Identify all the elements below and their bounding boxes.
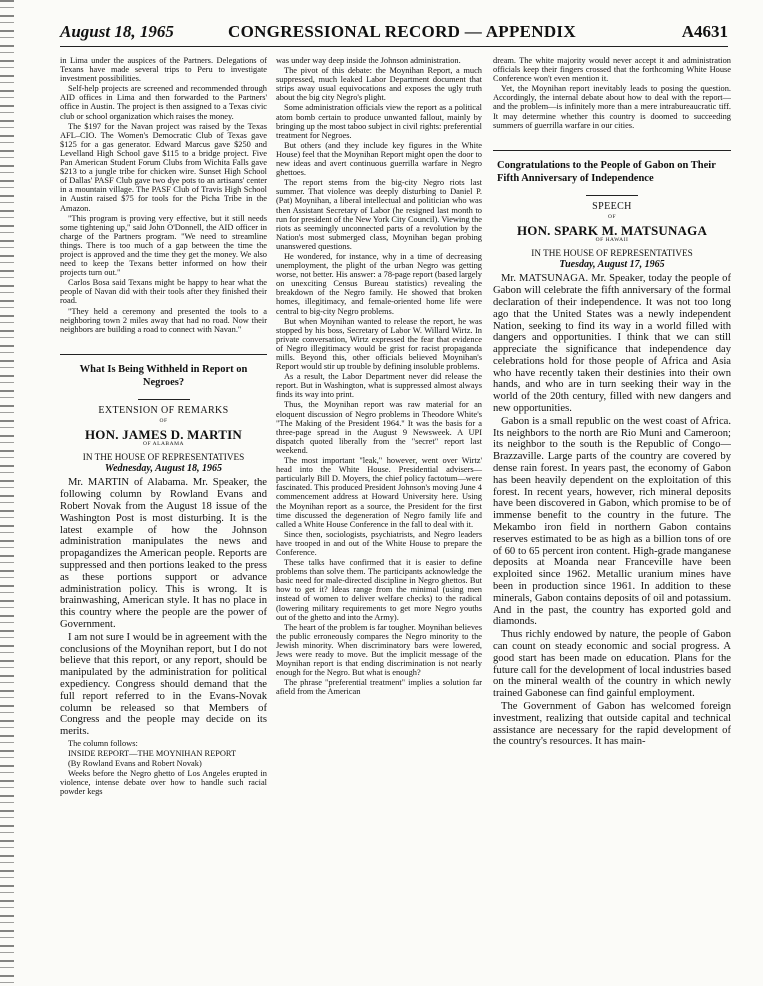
paragraph: Self-help projects are screened and recommended through AID offices in Lima and then forwarded to the Partners' office in Austin. The project is then assigned to a Texas civic club or school organization which raises the money. (60, 84, 267, 121)
byline: (By Rowland Evans and Robert Novak) (68, 759, 202, 769)
column-1 (60, 56, 267, 976)
paragraph: The $197 for the Navan project was raised by the Texas AFL–CIO. The Women's Democratic Club of Texas gave $125 for a gas generator. Edward Marcus gave $250 and Levelland High School gave $115 to a bridge project. Five Pan American Student Forum Clubs from Wichita Falls gave $213 to a jungle tribe for chicken wire. Sunset High School of Dallas' PASF Club gave two dye pots to an artisans' center in a mountain village. The PASF Club of Travis High School in Austin raised $75 for tools for the Picha Tribe in the Amazon. (60, 121, 267, 213)
speech-date: Tuesday, August 17, 1965 (559, 259, 665, 271)
article-divider (60, 354, 267, 355)
paragraph: dream. The white majority would never accept it and administration officials keep their fingers crossed that the forthcoming White House Conference won't even mention it. (493, 56, 731, 84)
paragraph: The phrase "preferential treatment" implies a solution far afield from the American (276, 678, 482, 697)
paragraph: Gabon is a small republic on the west coast of Africa. Its neighbors to the north are Rio Muni and Cameroon; its neighbor to the south is the Republic of Congo—Brazzaville. Large parts of the country are covered by dense rain forest. In years past, the economy of Gabon has been heavily dependent on the exploitation of this forest. In recent years, however, rich mineral deposits have been discovered in Gabon, which promise to be of immense benefit to the country in the future. The Mekambo iron field in northern Gabon contains reserves estimated to be as high as a billion tons of ore of 60 to 65 percent iron content. High-grade manganese deposits at Moanda near Franceville have been exploited since 1962. Metallic uranium mines have been in production since 1961. In addition to these minerals, Gabon contains deposits of oil and potassium. And in the past, the country has exported gold and diamonds. (493, 415, 731, 628)
paragraph: "They held a ceremony and presented the tools to a neighboring town 2 miles away that had no road. Now their neighbors are building a road to connect with Navan." (60, 306, 267, 334)
of-label: OF (159, 417, 168, 424)
section-label: EXTENSION OF REMARKS (98, 404, 229, 416)
paragraph: Thus, the Moynihan report was raw material for an eloquent discussion of Negro problems in Theodore White's "The Making of the President 1964." It was the basis for a three-page spread in the August 9 Newsweek. A UPI dispatch quoted liberally from the "secret" report last weekend. (276, 400, 482, 455)
paragraph: Mr. MARTIN of Alabama. Mr. Speaker, the following column by Rowland Evans and Robert Novak from the August 18 issue of the Washington Post is most disturbing. It is the latest example of how the Johnson administration manipulates the news and propagandizes the American people. Reports are suppressed and then portions leaked to the press as these portions support or advance administration policy. This is wrong. It is brainwashing, American style. It has no place in this country where the people are the power of Government. (60, 477, 267, 630)
title-rule (138, 399, 190, 400)
paragraph: These talks have confirmed that it is easier to define problems than solve them. The participants acknowledge the basic need for male-directed discipline in Negro ghettos. But how to get it? Ideas range from the minimal (using men instead of women to deliver welfare checks) to the radical (lowering military requirements to get more Negro youths out of the ghetto and into the Army). (276, 558, 482, 622)
header-page-number: A4631 (681, 22, 728, 41)
paragraph: Yet, the Moynihan report inevitably leads to posing the question. Accordingly, the internal debate about how to deal with the report—and the problem—is infinitely more than a mere intrabureaucratic tiff. It may determine whether this country is doomed to succeeding summers of guerrilla warfare in our cities. (493, 84, 731, 130)
header-title: CONGRESSIONAL RECORD — APPENDIX (228, 22, 576, 41)
paragraph: The heart of the problem is far tougher. Moynihan believes the public erroneously compares the Negro minority to the Jewish minority. When discriminatory bars were lowered, Jews were ready to move. But the implicit message of the Moynihan report is that ending discrimination is not nearly enough for the Negro. But what is enough? (276, 622, 482, 678)
article-divider (493, 150, 731, 151)
of-label: OF (607, 213, 617, 220)
paragraph: I am not sure I would be in agreement with the conclusions of the Moynihan report, but I do not believe that this report, or any report, should be manipulated by the administration for political expediency. Congress should demand that the full report referred to in the Evans-Novak column be released so that Members of Congress and the people may decide on its merits. (60, 631, 267, 738)
paragraph: But others (and they include key figures in the White House) feel that the Moynihan Report might open the door to new ideas and avert continuous guerrilla warfare in Negro ghettoes. (276, 140, 482, 178)
paragraph: Thus richly endowed by nature, the people of Gabon can count on steady economic and social progress. A good start has been made on education. Plans for the future call for the development of local industries based on the mineral wealth of the country in which newly trained Gabonese can find gainful employment. (493, 629, 731, 700)
paragraph: Mr. MATSUNAGA. Mr. Speaker, today the people of Gabon will celebrate the fifth anniversary of the formal declaration of their independence. It was not too long ago that the United States was a newly independent Nation, seeking to find its way in a world filled with dangers and opportunities. I think that we can still appreciate the significance that independence day celebrations hold for those people of Africa and Asia who have recently taken their destinies into their own hands, and who are in turn seeking their way in the world of the 20th century, filled with new dangers and new opportunities. (493, 273, 731, 415)
speaker-name: HON. JAMES D. MARTIN (84, 427, 243, 442)
paragraph: "This program is proving very effective, but it still needs some tightening up," said John O'Donnell, the AID officer in charge of the Partners program. "We need to streamline things. There is too much of a gap between the time the project is approved and the time they get the money. We also need to keep the Texans better informed on how their projects turn out." (60, 213, 267, 278)
paragraph: Carlos Bosa said Texans might be happy to hear what the people of Navan did with their tools after they finished their road. (60, 278, 267, 306)
column-3 (493, 56, 731, 976)
paragraph: But when Moynihan wanted to release the report, he was stopped by his boss, Secretary of Labor W. Willard Wirtz. In private conversation, Wirtz expressed the fear that evidence of Negro illegitimacy would be grist for racist propaganda mills. Beyond this, other officials believed Moynihan's Report would stir up trouble by defining insoluble problems. (276, 316, 482, 372)
paragraph: Some administration officials view the report as a political atom bomb certain to produce unwanted fallout, mainly by bringing up the most taboo subject in civil rights: preferential treatment for Negroes. (276, 103, 482, 140)
paragraph: He wondered, for instance, why in a time of decreasing unemployment, the plight of the urban Negro was getting worse, not better. His answer: a 78-page report (based largely on unexciting Census Bureau statistics) revealing the breakdown of the Negro family. He showed that broken homes, illegitimacy, and female-oriented home life were central to big-city Negro problems. (276, 251, 482, 316)
article-title: Congratulations to the People of Gabon on Their Fifth Anniversary of Independence (497, 159, 716, 184)
header-date: August 18, 1965 (60, 22, 174, 41)
paragraph: was under way deep inside the Johnson administration. (276, 56, 461, 65)
speaker-state: OF ALABAMA (143, 441, 184, 448)
speech-date: Wednesday, August 18, 1965 (104, 463, 223, 475)
article-title: What Is Being Withheld in Report on Negroes? (79, 363, 248, 388)
paragraph: Since then, sociologists, psychiatrists, and Negro leaders have trooped in and out of the White House to prepare the Conference. (276, 529, 482, 557)
column-2 (276, 56, 482, 976)
house-label: IN THE HOUSE OF REPRESENTATIVES (531, 248, 693, 259)
paragraph: The pivot of this debate: the Moynihan Report, a much suppressed, much leaked Labor Department document that strips away usual equivocations and exposes the ugly truth about the big city Negro's plight. (276, 66, 482, 103)
speaker-state: OF HAWAII (595, 237, 629, 244)
paragraph: The column follows: (68, 738, 138, 748)
title-rule (586, 195, 638, 196)
paragraph: As a result, the Labor Department never did release the report. But in Washington, what is suppressed almost always finds its way into print. (276, 372, 482, 400)
paragraph: The Government of Gabon has welcomed foreign investment, realizing that outside capital and technical assistance are necessary for the rapid development of the country's resources. It has main- (493, 701, 731, 748)
paragraph: The report stems from the big-city Negro riots last summer. That violence was deeply disturbing to Daniel P. (Pat) Moynihan, a liberal intellectual and politician who was then Assistant Secretary of Labor (he resigned last month to run for president of the New York City Council). Viewing the riots as seemingly unconnected parts of a revolution by the Nation's most submerged class, Moynihan began probing unanswered questions. (276, 178, 482, 251)
paragraph: The most important "leak," however, went over Wirtz' head into the White House. Presidential advisers—particularly Bill D. Moyers, the chief policy factotum—were fascinated. This produced President Johnson's moving June 4 commencement address at Howard University here. Using the Moynihan report as a source, the President for the first time discussed the degeneration of Negro family life and called a White House Conference in the fall to deal with it. (276, 456, 482, 529)
paragraph: in Lima under the auspices of the Partners. Delegations of Texans have made several trips to Peru to investigate investment possibilities. (60, 56, 267, 84)
scan-edge-artifact (0, 0, 14, 986)
house-label: IN THE HOUSE OF REPRESENTATIVES (82, 452, 245, 463)
section-label: SPEECH (592, 200, 632, 212)
paragraph: Weeks before the Negro ghetto of Los Angeles erupted in violence, intense debate over how to handle such racial powder kegs (60, 769, 267, 797)
page-header (60, 20, 728, 47)
inside-report-heading: INSIDE REPORT—THE MOYNIHAN REPORT (68, 749, 237, 758)
speaker-name: HON. SPARK M. MATSUNAGA (516, 222, 708, 238)
